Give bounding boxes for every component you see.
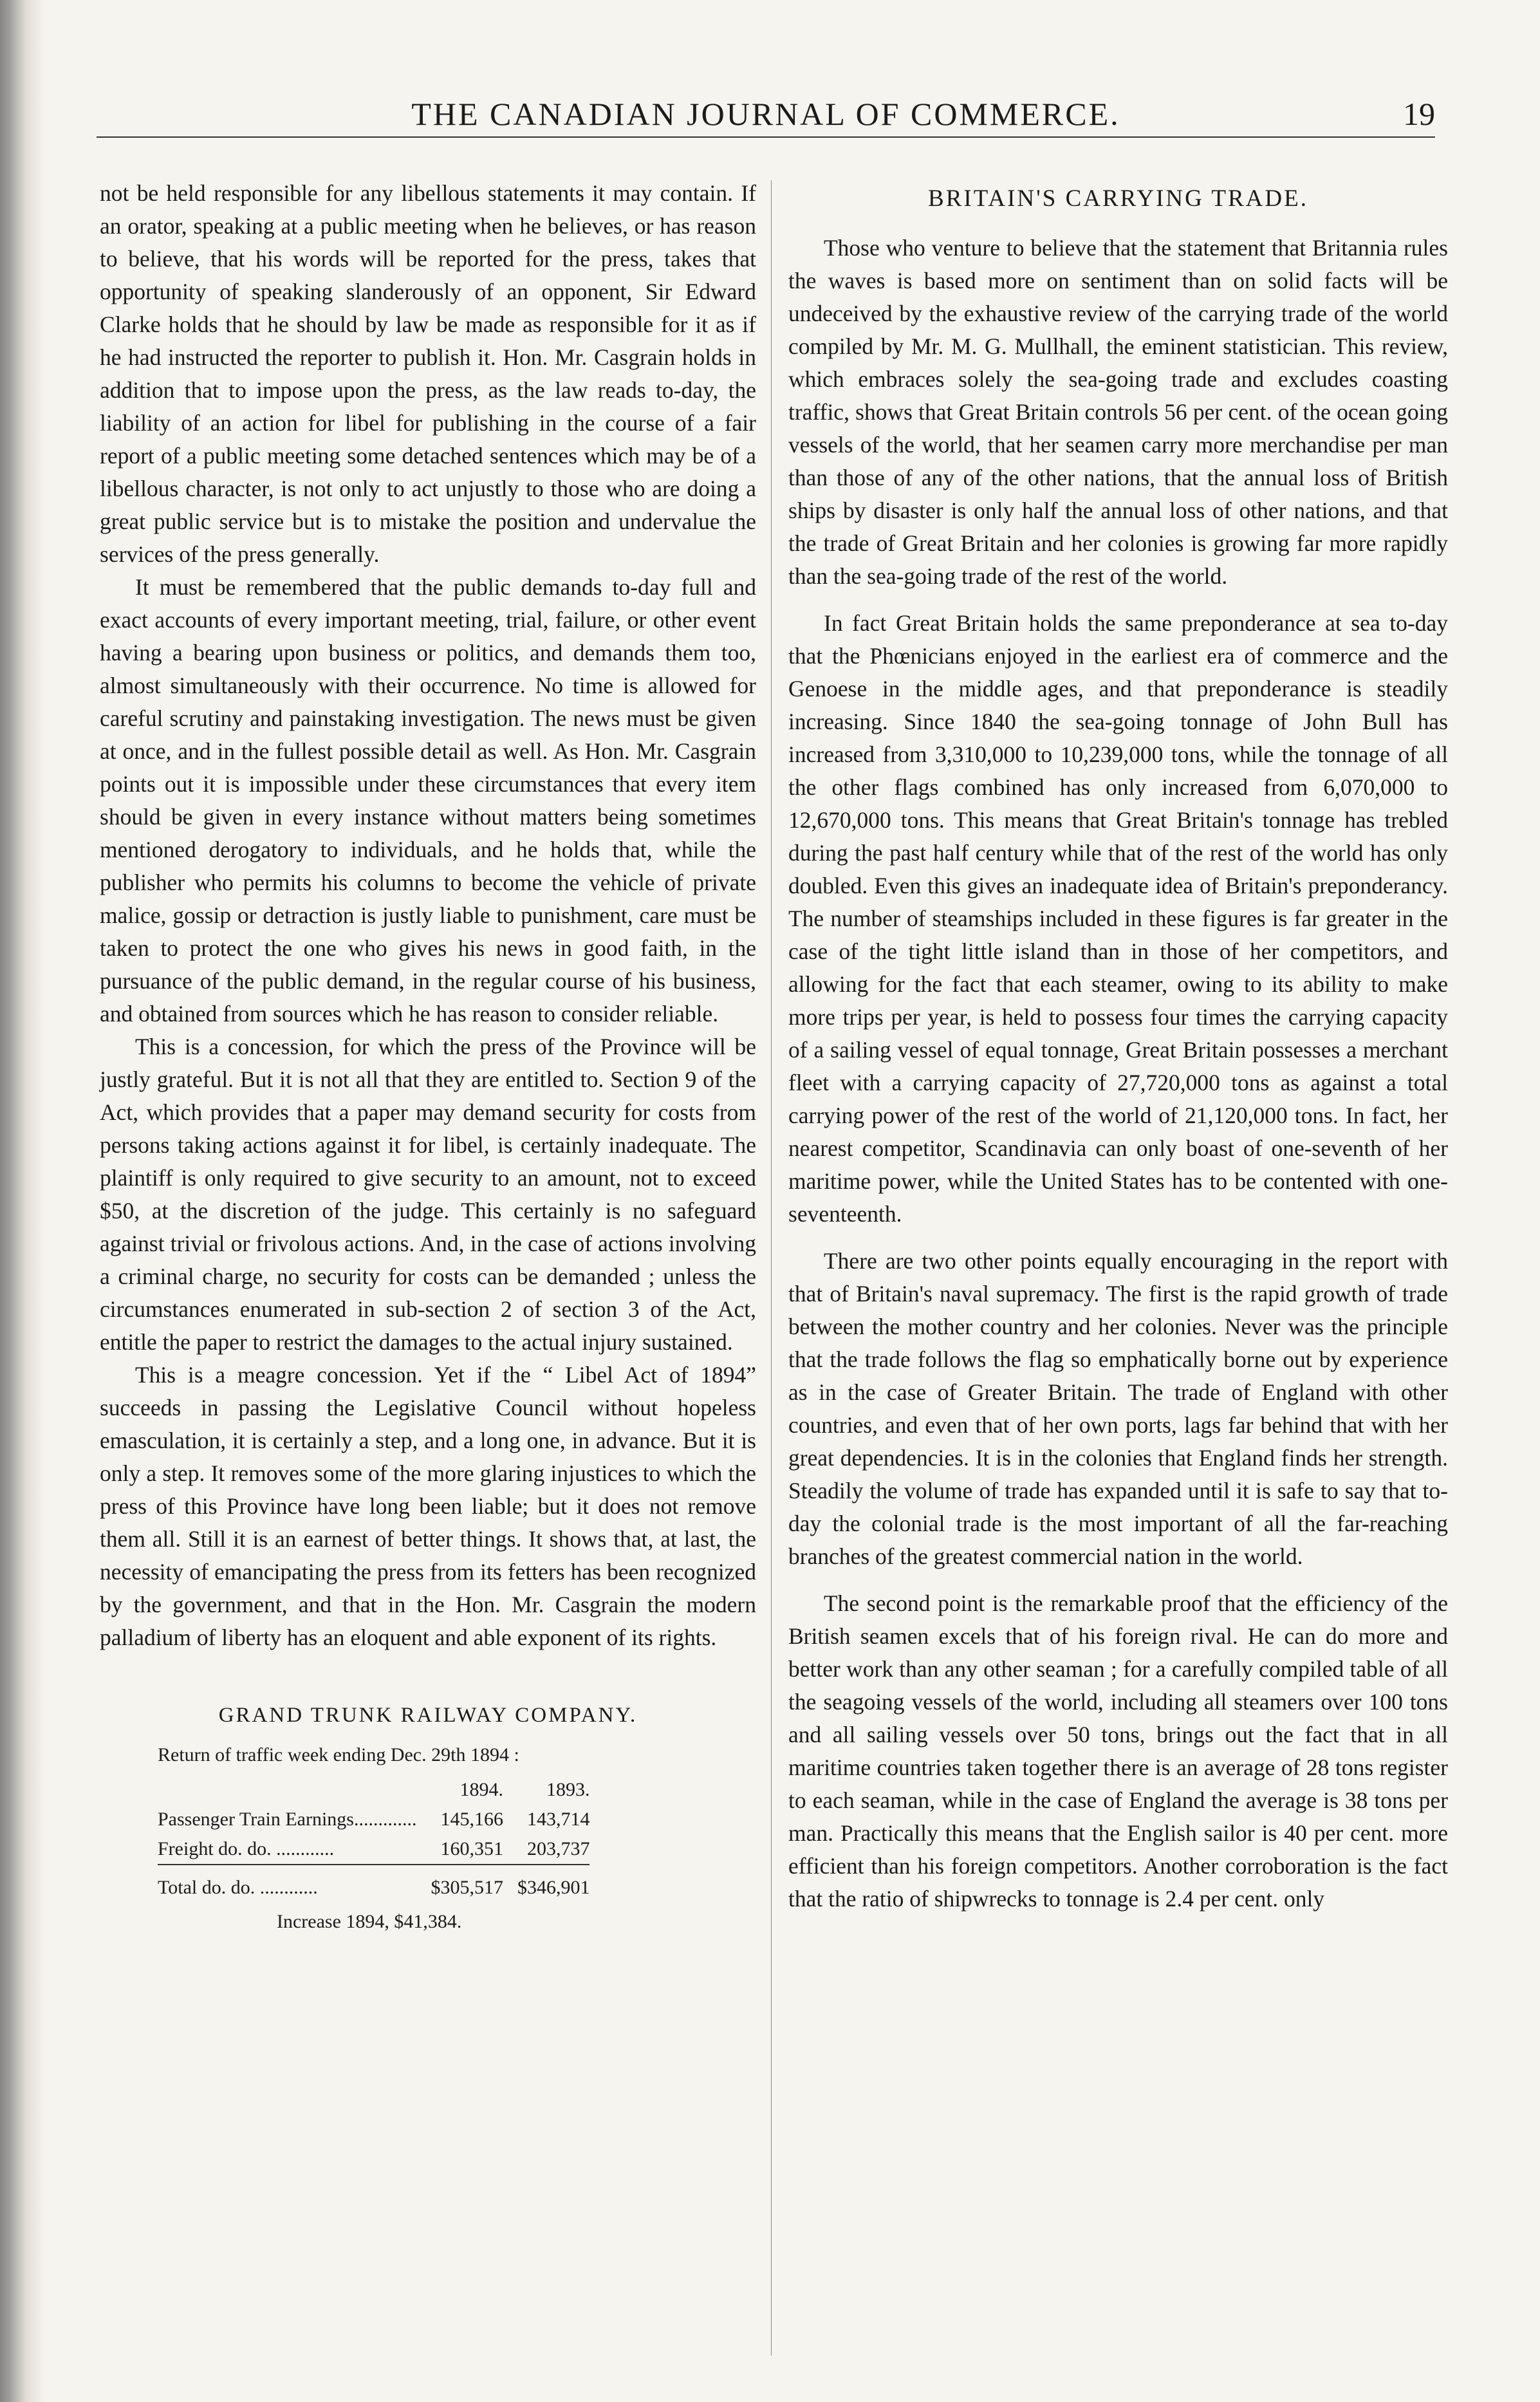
journal-title: THE CANADIAN JOURNAL OF COMMERCE. bbox=[411, 96, 1120, 132]
left-column bbox=[100, 177, 756, 1938]
traffic-returns-table bbox=[158, 1775, 589, 1903]
binding-edge bbox=[0, 0, 45, 2402]
row-value: 160,351 bbox=[440, 1838, 503, 1859]
header-rule bbox=[97, 136, 1435, 138]
table-total-row bbox=[158, 1865, 589, 1903]
article-paragraph: It must be remembered that the public demands to-day full and exact accounts of every important meeting, trial, failure, or other event having a bearing upon business or politics, and demands them too, almost simultaneously with their occurrence. No time is allowed for careful scrutiny and painstaking investigation. The news must be given at once, and in the fullest possible detail as well. As Hon. Mr. Casgrain points out it is impossible under these circumstances that every item should be given in every instance without matters being sometimes mentioned derogatory to individuals, and he holds that, while the publisher who permits his columns to become the vehicle of private malice, gossip or detraction is justly liable to punishment, care must be taken to protect the one who gives his news in good faith, in the pursuance of the public demand, in the regular course of his business, and obtained from sources which he has reason to consider reliable. bbox=[100, 574, 756, 1027]
article-paragraph: There are two other points equally encouraging in the report with that of Britain's naval supremacy. The first is the rapid growth of trade between the mother country and her colonies. Never was the principle that the trade follows the flag so emphatically borne out by experience as in the case of Greater Britain. The trade of England with other countries, and even that of her own ports, lags far behind that with her great dependencies. It is in the colonies that England finds her strength. Steadily the volume of trade has expanded until it is safe to say that to-day the colonial trade is the most important of all the far-reaching branches of the greatest commercial nation in the world. bbox=[788, 1248, 1448, 1569]
total-label: Total do. do. ............ bbox=[158, 1865, 416, 1903]
row-value: 145,166 bbox=[440, 1809, 503, 1830]
row-value: 203,737 bbox=[526, 1838, 590, 1859]
increase-line: Increase 1894, $41,384. bbox=[277, 1911, 462, 1932]
page-header bbox=[97, 95, 1435, 147]
table-row bbox=[158, 1775, 589, 1805]
table-row bbox=[158, 1834, 589, 1865]
article-paragraph: Those who venture to believe that the statement that Britannia rules the waves is based more on sentiment than on solid facts will be undeceived by the exhaustive review of the carrying trade of the world compiled by Mr. M. G. Mullhall, the eminent statistician. This review, which embraces solely the sea-going trade and excludes coasting traffic, shows that Great Britain controls 56 per cent. of the ocean going vessels of the world, that her seamen carry more merchandise per man than those of any of the other nations, that the annual loss of British ships by disaster is only half the annual loss of other nations, and that the trade of Great Britain and her colonies is growing far more rapidly than the sea-going trade of the rest of the world. bbox=[788, 235, 1448, 589]
article-paragraph: This is a concession, for which the press of the Province will be justly grateful. But it is not all that they are entitled to. Section 9 of the Act, which provides that a paper may demand security for costs from persons taking actions against it for libel, is certainly inadequate. The plaintiff is only required to give security to an amount, not to exceed $50, at the discretion of the judge. This certainly is no safeguard against trivial or frivolous actions. And, in the case of actions involving a criminal charge, no security for costs can be demanded ; unless the circumstances enumerated in sub-section 2 of section 3 of the Act, entitle the paper to restrict the damages to the actual injury sustained. bbox=[100, 1034, 756, 1355]
article-heading: BRITAIN'S CARRYING TRADE. bbox=[928, 185, 1308, 212]
row-value: 143,714 bbox=[526, 1809, 590, 1830]
article-paragraph: In fact Great Britain holds the same preponderance at sea to-day that the Phœnicians enjoyed in the earliest era of commerce and the Genoese in the middle ages, and that preponderance is steadily increasing. Since 1840 the sea-going tonnage of John Bull has increased from 3,310,000 to 10,239,000 tons, while the tonnage of all the other flags combined has only increased from 6,070,000 to 12,670,000 tons. This means that Great Britain's tonnage has trebled during the past half century while that of the rest of the world has only doubled. Even this gives an inadequate idea of Britain's preponderancy. The number of steamships included in these figures is far greater in the case of the tight little island than in those of her competitors, and allowing for the fact that each steamer, owing to its ability to make more trips per year, is held to possess four times the carrying capacity of a sailing vessel of equal tonnage, Great Britain possesses a merchant fleet with a carrying capacity of 27,720,000 tons as against a total carrying power of the rest of the world of 21,120,000 tons. In fact, her nearest competitor, Scandinavia can only boast of one-seventh of her maritime power, while the United States has to be contented with one-seventeenth. bbox=[788, 610, 1448, 1227]
table-row bbox=[158, 1805, 589, 1834]
article-paragraph: The second point is the remarkable proof that the efficiency of the British seamen excels that of his foreign rival. He can do more and better work than any other seaman ; for a carefully compiled table of all the seagoing vessels of the world, including all steamers over 100 tons and all sailing vessels over 50 tons, brings out the fact that in all maritime countries taken together there is an average of 28 tons register to each seaman, while in the case of England the average is 38 tons per man. Practically this means that the English sailor is 40 per cent. more efficient than his foreign competitors. Another corroboration is the fact that the ratio of shipwrecks to tonnage is 2.4 per cent. only bbox=[788, 1590, 1448, 1912]
year-1893-header: 1893. bbox=[546, 1779, 590, 1800]
article-paragraph: not be held responsible for any libellous statements it may contain. If an orator, speaking at a public meeting when he believes, or has reason to believe, that his words will be reported for the press, takes that opportunity of speaking slanderously of an opponent, Sir Edward Clarke holds that he should by law be made as responsible for it as if he had instructed the reporter to publish it. Hon. Mr. Casgrain holds in addition that to impose upon the press, as the law reads to-day, the liability of an action for libel for publishing in the course of a fair report of a public meeting some detached sentences which may be of a libellous character, is not only to act unjustly to those who are doing a great public service but is to mistake the position and undervalue the services of the press generally. bbox=[100, 180, 756, 567]
row-label: Passenger Train Earnings............. bbox=[158, 1809, 417, 1830]
year-1894-header: 1894. bbox=[459, 1779, 503, 1800]
railway-heading: GRAND TRUNK RAILWAY COMPANY. bbox=[218, 1704, 638, 1727]
railway-caption: Return of traffic week ending Dec. 29th 1894 : bbox=[158, 1744, 519, 1765]
page-number: 19 bbox=[1403, 96, 1435, 132]
column-divider bbox=[771, 180, 772, 2356]
row-label: Freight do. do. ............ bbox=[158, 1838, 335, 1859]
article-paragraph: This is a meagre concession. Yet if the “ Libel Act of 1894” succeeds in passing the Legislative Council without hopeless emasculation, it is certainly a step, and a long one, in advance. But it is only a step. It removes some of the more glaring injustices to which the press of this Province have long been liable; but it does not remove them all. Still it is an earnest of better things. It shows that, at last, the necessity of emancipating the press from its fetters has been recognized by the government, and that in the Hon. Mr. Casgrain the modern palladium of liberty has an eloquent and able exponent of its rights. bbox=[100, 1362, 756, 1650]
total-value: $305,517 bbox=[416, 1865, 503, 1903]
right-column bbox=[788, 177, 1448, 1930]
total-value: $346,901 bbox=[503, 1865, 590, 1903]
